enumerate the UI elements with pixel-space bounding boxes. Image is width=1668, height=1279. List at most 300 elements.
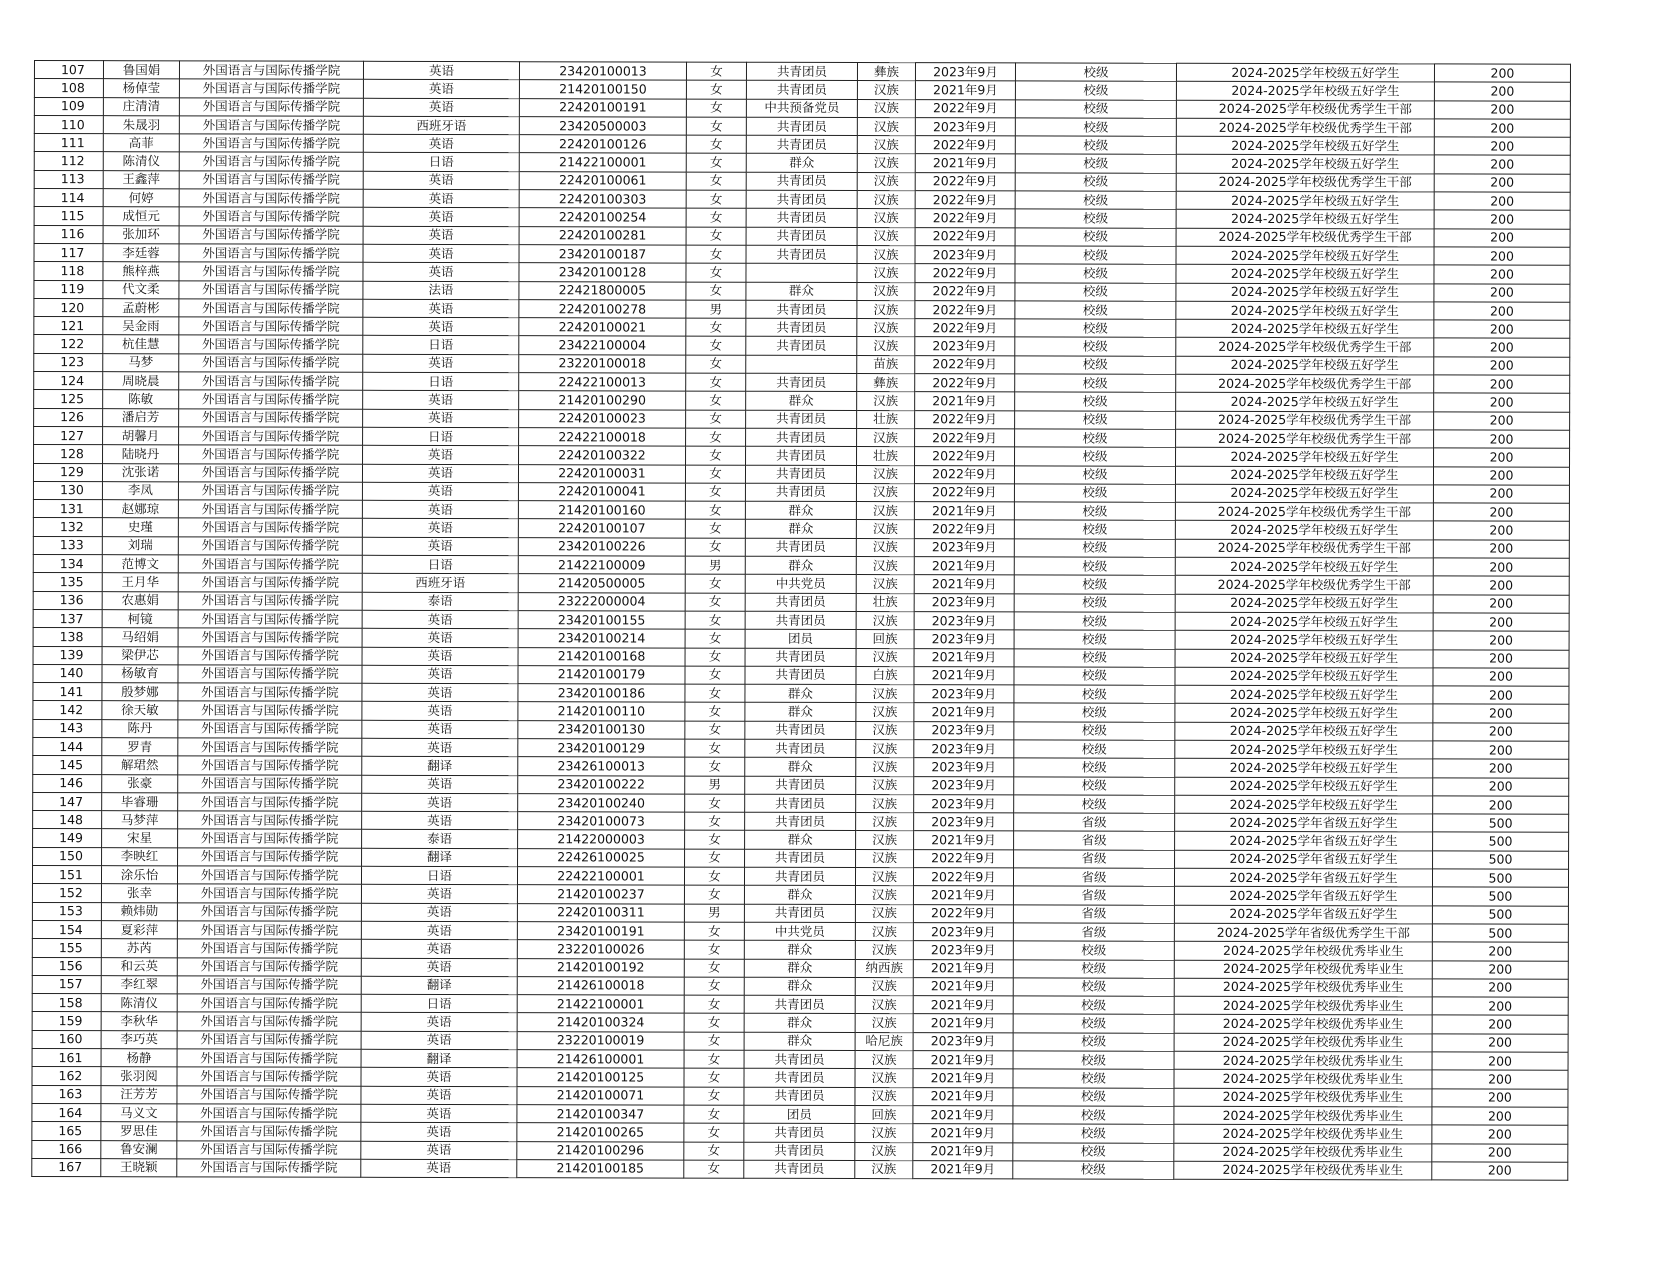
level-cell: 校级 [1014,648,1175,667]
seq-cell: 146 [33,774,102,792]
seq-cell: 158 [32,994,101,1012]
enrollment-cell: 2022年9月 [915,374,1015,393]
enrollment-cell: 2022年9月 [914,520,1014,539]
table-row [32,1158,1568,1180]
gender-cell: 女 [684,959,744,977]
political-status-cell: 团员 [744,1105,855,1124]
amount-cell: 200 [1432,942,1568,961]
political-status-cell: 群众 [744,886,855,905]
gender-cell: 女 [685,721,745,739]
major-cell: 英语 [361,921,517,940]
seq-cell: 159 [32,1012,101,1030]
ethnicity-cell: 汉族 [856,502,914,520]
name-cell: 梁伊芯 [102,646,178,664]
name-cell: 马梦 [103,353,179,371]
name-cell: 夏彩萍 [101,921,177,939]
level-cell: 校级 [1015,374,1176,393]
major-cell: 英语 [363,354,519,373]
college-cell: 外国语言与国际传播学院 [178,738,362,757]
seq-cell: 115 [34,207,103,225]
ethnicity-cell: 汉族 [856,739,914,757]
ethnicity-cell: 汉族 [856,776,914,794]
major-cell: 英语 [361,1141,517,1160]
political-status-cell: 群众 [745,501,856,520]
name-cell: 杨倬莹 [103,79,179,97]
level-cell: 校级 [1013,1161,1174,1180]
major-cell: 英语 [362,500,518,519]
award-cell: 2024-2025学年校级优秀学生干部 [1176,411,1434,430]
political-status-cell: 群众 [744,1032,855,1051]
seq-cell: 122 [34,335,103,353]
college-cell: 外国语言与国际传播学院 [178,756,362,775]
college-cell: 外国语言与国际传播学院 [179,427,363,446]
enrollment-cell: 2022年9月 [915,191,1015,210]
level-cell: 校级 [1013,1069,1174,1088]
political-status-cell: 群众 [746,392,857,411]
student-id-cell: 22420100322 [519,446,686,465]
college-cell: 外国语言与国际传播学院 [178,720,362,739]
major-cell: 日语 [363,153,519,172]
seq-cell: 156 [32,957,101,975]
amount-cell: 200 [1434,174,1570,193]
gender-cell: 女 [686,446,746,464]
amount-cell: 200 [1432,997,1568,1016]
seq-cell: 112 [34,152,103,170]
gender-cell: 男 [684,904,744,922]
name-cell: 苏芮 [101,939,177,957]
college-cell: 外国语言与国际传播学院 [179,226,363,245]
gender-cell: 女 [684,1123,744,1141]
student-id-cell: 23220100026 [517,940,684,959]
major-cell: 英语 [363,134,519,153]
name-cell: 朱晟羽 [103,116,179,134]
college-cell: 外国语言与国际传播学院 [177,1031,361,1050]
seq-cell: 161 [32,1049,101,1067]
ethnicity-cell: 汉族 [857,245,915,263]
name-cell: 杨静 [101,1049,177,1067]
college-cell: 外国语言与国际传播学院 [179,299,363,318]
amount-cell: 500 [1432,887,1568,906]
level-cell: 校级 [1013,1106,1174,1125]
name-cell: 潘启芳 [103,408,179,426]
college-cell: 外国语言与国际传播学院 [179,244,363,263]
enrollment-cell: 2023年9月 [914,593,1014,612]
seq-cell: 164 [32,1103,101,1121]
amount-cell: 200 [1434,357,1570,376]
name-cell: 孟蔚彬 [103,299,179,317]
ethnicity-cell: 纳西族 [855,959,913,977]
college-cell: 外国语言与国际传播学院 [178,701,362,720]
major-cell: 英语 [363,171,519,190]
major-cell: 英语 [363,409,519,428]
name-cell: 王鑫萍 [103,170,179,188]
ethnicity-cell: 汉族 [855,868,913,886]
college-cell: 外国语言与国际传播学院 [178,683,362,702]
award-cell: 2024-2025学年校级五好学生 [1176,301,1434,320]
major-cell: 西班牙语 [362,574,518,593]
college-cell: 外国语言与国际传播学院 [177,1104,361,1123]
name-cell: 陆晓丹 [103,445,179,463]
political-status-cell: 群众 [746,154,857,173]
major-cell: 英语 [363,263,519,282]
student-id-cell: 22420100281 [519,226,686,245]
seq-cell: 144 [33,737,102,755]
enrollment-cell: 2021年9月 [914,575,1014,594]
gender-cell: 女 [686,62,746,80]
amount-cell: 500 [1432,924,1568,943]
student-id-cell: 21420100192 [517,958,684,977]
ethnicity-cell: 汉族 [857,117,915,135]
major-cell: 英语 [363,61,519,80]
ethnicity-cell: 汉族 [857,191,915,209]
level-cell: 校级 [1015,209,1176,228]
student-id-cell: 21422100009 [518,556,685,575]
award-cell: 2024-2025学年校级五好学生 [1176,393,1434,412]
name-cell: 史瑾 [102,518,178,536]
gender-cell: 女 [685,629,745,647]
college-cell: 外国语言与国际传播学院 [177,1085,361,1104]
seq-cell: 133 [33,536,102,554]
gender-cell: 女 [685,520,745,538]
political-status-cell: 共青团员 [746,318,857,337]
student-id-cell: 22422100001 [517,867,684,886]
award-cell: 2024-2025学年校级优秀学生干部 [1176,374,1434,393]
ethnicity-cell: 汉族 [857,337,915,355]
level-cell: 校级 [1015,447,1176,466]
name-cell: 马义文 [101,1104,177,1122]
award-cell: 2024-2025学年校级优秀毕业生 [1174,978,1432,997]
student-id-cell: 22420100311 [517,903,684,922]
level-cell: 省级 [1014,813,1175,832]
ethnicity-cell: 汉族 [855,1087,913,1105]
student-id-cell: 21420100347 [517,1105,684,1124]
gender-cell: 女 [684,1105,744,1123]
award-cell: 2024-2025学年校级优秀毕业生 [1174,1033,1432,1052]
seq-cell: 132 [33,518,102,536]
political-status-cell: 共青团员 [745,648,856,667]
name-cell: 张豪 [102,774,178,792]
name-cell: 李秋华 [101,1012,177,1030]
name-cell: 陈清仪 [103,152,179,170]
level-cell: 校级 [1015,411,1176,430]
ethnicity-cell: 汉族 [856,758,914,776]
seq-cell: 137 [33,609,102,627]
college-cell: 外国语言与国际传播学院 [178,463,362,482]
ethnicity-cell: 壮族 [857,410,915,428]
ethnicity-cell: 白族 [856,666,914,684]
political-status-cell: 群众 [745,556,856,575]
level-cell: 校级 [1015,392,1176,411]
gender-cell: 女 [684,1160,744,1178]
student-id-cell: 21422100001 [517,995,684,1014]
award-cell: 2024-2025学年校级五好学生 [1175,521,1433,540]
enrollment-cell: 2023年9月 [915,246,1015,265]
student-id-cell: 21420100324 [517,1013,684,1032]
award-cell: 2024-2025学年校级五好学生 [1176,246,1434,265]
political-status-cell: 群众 [745,831,856,850]
level-cell: 省级 [1013,905,1174,924]
level-cell: 校级 [1014,795,1175,814]
political-status-cell: 共青团员 [746,337,857,356]
gender-cell: 女 [684,977,744,995]
major-cell: 泰语 [362,592,518,611]
seq-cell: 127 [34,426,103,444]
gender-cell: 女 [685,538,745,556]
college-cell: 外国语言与国际传播学院 [179,445,363,464]
student-id-cell: 22421800005 [519,281,686,300]
level-cell: 校级 [1013,996,1174,1015]
political-status-cell: 共青团员 [746,428,857,447]
level-cell: 校级 [1015,356,1176,375]
award-cell: 2024-2025学年省级五好学生 [1174,868,1432,887]
name-cell: 陈丹 [102,719,178,737]
college-cell: 外国语言与国际传播学院 [178,628,362,647]
college-cell: 外国语言与国际传播学院 [179,189,363,208]
level-cell: 校级 [1014,520,1175,539]
student-id-cell: 23420100129 [518,739,685,758]
political-status-cell: 共青团员 [745,465,856,484]
seq-cell: 121 [34,317,103,335]
college-cell: 外国语言与国际传播学院 [178,482,362,501]
award-cell: 2024-2025学年校级优秀学生干部 [1175,576,1433,595]
amount-cell: 200 [1434,448,1570,467]
college-cell: 外国语言与国际传播学院 [178,646,362,665]
student-id-cell: 22420100254 [519,208,686,227]
amount-cell: 200 [1432,1070,1568,1089]
gender-cell: 女 [686,337,746,355]
enrollment-cell: 2021年9月 [915,154,1015,173]
amount-cell: 200 [1432,1125,1568,1144]
amount-cell: 200 [1433,485,1569,504]
college-cell: 外国语言与国际传播学院 [178,591,362,610]
gender-cell: 女 [685,483,745,501]
gender-cell: 女 [686,282,746,300]
level-cell: 省级 [1013,886,1174,905]
political-status-cell: 共青团员 [744,1069,855,1088]
political-status-cell: 共青团员 [746,62,857,81]
student-id-cell: 23420100222 [518,775,685,794]
ethnicity-cell: 汉族 [857,154,915,172]
award-cell: 2024-2025学年校级优秀毕业生 [1174,1051,1432,1070]
seq-cell: 141 [33,683,102,701]
level-cell: 校级 [1015,228,1176,247]
major-cell: 英语 [362,720,518,739]
award-cell: 2024-2025学年校级五好学生 [1176,265,1434,284]
enrollment-cell: 2023年9月 [915,63,1015,82]
student-id-cell: 21420100150 [519,80,686,99]
award-roster-table [31,60,1571,1181]
student-id-cell: 23426100013 [518,757,685,776]
enrollment-cell: 2023年9月 [914,795,1014,814]
amount-cell: 200 [1432,1052,1568,1071]
college-cell: 外国语言与国际传播学院 [177,939,361,958]
amount-cell: 200 [1432,979,1568,998]
level-cell: 校级 [1013,1014,1174,1033]
amount-cell: 200 [1433,723,1569,742]
amount-cell: 200 [1432,1143,1568,1162]
enrollment-cell: 2021年9月 [913,1106,1013,1125]
seq-cell: 126 [34,408,103,426]
student-id-cell: 21420100125 [517,1068,684,1087]
ethnicity-cell: 回族 [856,630,914,648]
political-status-cell: 共青团员 [744,995,855,1014]
name-cell: 马梦萍 [102,811,178,829]
major-cell: 英语 [363,98,519,117]
amount-cell: 200 [1432,1107,1568,1126]
award-cell: 2024-2025学年校级优秀毕业生 [1174,1015,1432,1034]
gender-cell: 女 [686,80,746,98]
student-id-cell: 21422000003 [518,830,685,849]
gender-cell: 女 [685,739,745,757]
seq-cell: 124 [34,372,103,390]
name-cell: 张加环 [103,225,179,243]
name-cell: 李映红 [102,847,178,865]
political-status-cell: 共青团员 [746,135,857,154]
amount-cell: 200 [1433,503,1569,522]
political-status-cell: 共青团员 [745,739,856,758]
gender-cell: 女 [684,1050,744,1068]
major-cell: 英语 [362,537,518,556]
enrollment-cell: 2021年9月 [913,996,1013,1015]
ethnicity-cell: 汉族 [856,483,914,501]
amount-cell: 200 [1433,686,1569,705]
ethnicity-cell: 壮族 [856,593,914,611]
level-cell: 校级 [1014,502,1175,521]
name-cell: 和云英 [101,957,177,975]
amount-cell: 200 [1434,137,1570,156]
student-id-cell: 21420500005 [518,574,685,593]
gender-cell: 女 [685,574,745,592]
political-status-cell: 群众 [745,520,856,539]
student-id-cell: 23220100018 [519,354,686,373]
gender-cell: 女 [685,501,745,519]
student-id-cell: 21420100160 [518,501,685,520]
enrollment-cell: 2023年9月 [914,813,1014,832]
name-cell: 鲁安澜 [101,1140,177,1158]
seq-cell: 135 [33,573,102,591]
political-status-cell: 共青团员 [746,446,857,465]
major-cell: 英语 [361,1123,517,1142]
enrollment-cell: 2023年9月 [914,758,1014,777]
level-cell: 校级 [1014,557,1175,576]
enrollment-cell: 2022年9月 [914,465,1014,484]
major-cell: 翻译 [362,848,518,867]
enrollment-cell: 2023年9月 [915,118,1015,137]
award-cell: 2024-2025学年校级五好学生 [1176,82,1434,101]
gender-cell: 女 [686,428,746,446]
amount-cell: 200 [1434,283,1570,302]
ethnicity-cell: 汉族 [855,886,913,904]
political-status-cell: 共青团员 [744,867,855,886]
major-cell: 英语 [361,958,517,977]
name-cell: 成恒元 [103,207,179,225]
level-cell: 校级 [1013,1124,1174,1143]
political-status-cell: 共青团员 [745,593,856,612]
college-cell: 外国语言与国际传播学院 [179,79,363,98]
seq-cell: 119 [34,280,103,298]
name-cell: 吴金雨 [103,317,179,335]
student-id-cell: 23420100073 [518,812,685,831]
major-cell: 英语 [363,189,519,208]
award-cell: 2024-2025学年校级优秀毕业生 [1174,960,1432,979]
college-cell: 外国语言与国际传播学院 [178,665,362,684]
gender-cell: 女 [685,465,745,483]
enrollment-cell: 2022年9月 [915,264,1015,283]
college-cell: 外国语言与国际传播学院 [177,1067,361,1086]
level-cell: 校级 [1015,154,1176,173]
name-cell: 陈敏 [103,390,179,408]
college-cell: 外国语言与国际传播学院 [178,537,362,556]
student-id-cell: 22420100061 [519,171,686,190]
amount-cell: 200 [1432,1034,1568,1053]
ethnicity-cell: 汉族 [857,172,915,190]
enrollment-cell: 2023年9月 [913,923,1013,942]
student-id-cell: 22420100303 [519,190,686,209]
college-cell: 外国语言与国际传播学院 [177,1140,361,1159]
college-cell: 外国语言与国际传播学院 [179,171,363,190]
major-cell: 西班牙语 [363,116,519,135]
gender-cell: 女 [685,757,745,775]
student-id-cell: 22420100041 [518,483,685,502]
level-cell: 校级 [1015,319,1176,338]
student-id-cell: 23422100004 [519,336,686,355]
award-cell: 2024-2025学年校级五好学生 [1176,448,1434,467]
ethnicity-cell: 汉族 [857,81,915,99]
political-status-cell: 群众 [744,977,855,996]
enrollment-cell: 2023年9月 [915,337,1015,356]
major-cell: 英语 [362,665,518,684]
student-id-cell: 21426100001 [517,1050,684,1069]
political-status-cell: 共青团员 [746,410,857,429]
gender-cell: 男 [685,776,745,794]
level-cell: 校级 [1014,740,1175,759]
name-cell: 殷梦娜 [102,683,178,701]
ethnicity-cell: 汉族 [855,922,913,940]
political-status-cell: 共青团员 [745,666,856,685]
award-cell: 2024-2025学年省级优秀学生干部 [1174,923,1432,942]
enrollment-cell: 2021年9月 [913,886,1013,905]
name-cell: 代文柔 [103,280,179,298]
award-cell: 2024-2025学年校级优秀学生干部 [1176,338,1434,357]
award-cell: 2024-2025学年校级五好学生 [1176,319,1434,338]
amount-cell: 200 [1433,796,1569,815]
political-status-cell: 共青团员 [746,300,857,319]
college-cell: 外国语言与国际传播学院 [178,793,362,812]
gender-cell: 女 [684,1087,744,1105]
amount-cell: 200 [1433,576,1569,595]
level-cell: 校级 [1014,758,1175,777]
level-cell: 省级 [1014,831,1175,850]
enrollment-cell: 2021年9月 [915,81,1015,100]
ethnicity-cell: 哈尼族 [855,1032,913,1050]
ethnicity-cell: 汉族 [857,319,915,337]
enrollment-cell: 2021年9月 [914,831,1014,850]
seq-cell: 134 [33,555,102,573]
award-cell: 2024-2025学年校级五好学生 [1176,283,1434,302]
seq-cell: 148 [33,811,102,829]
enrollment-cell: 2021年9月 [914,557,1014,576]
name-cell: 王月华 [102,573,178,591]
major-cell: 日语 [363,427,519,446]
award-cell: 2024-2025学年省级五好学生 [1175,850,1433,869]
award-cell: 2024-2025学年校级五好学生 [1175,685,1433,704]
enrollment-cell: 2023年9月 [913,1032,1013,1051]
college-cell: 外国语言与国际传播学院 [179,354,363,373]
seq-cell: 165 [32,1122,101,1140]
enrollment-cell: 2022年9月 [913,904,1013,923]
amount-cell: 200 [1432,1089,1568,1108]
award-cell: 2024-2025学年校级五好学生 [1176,210,1434,229]
